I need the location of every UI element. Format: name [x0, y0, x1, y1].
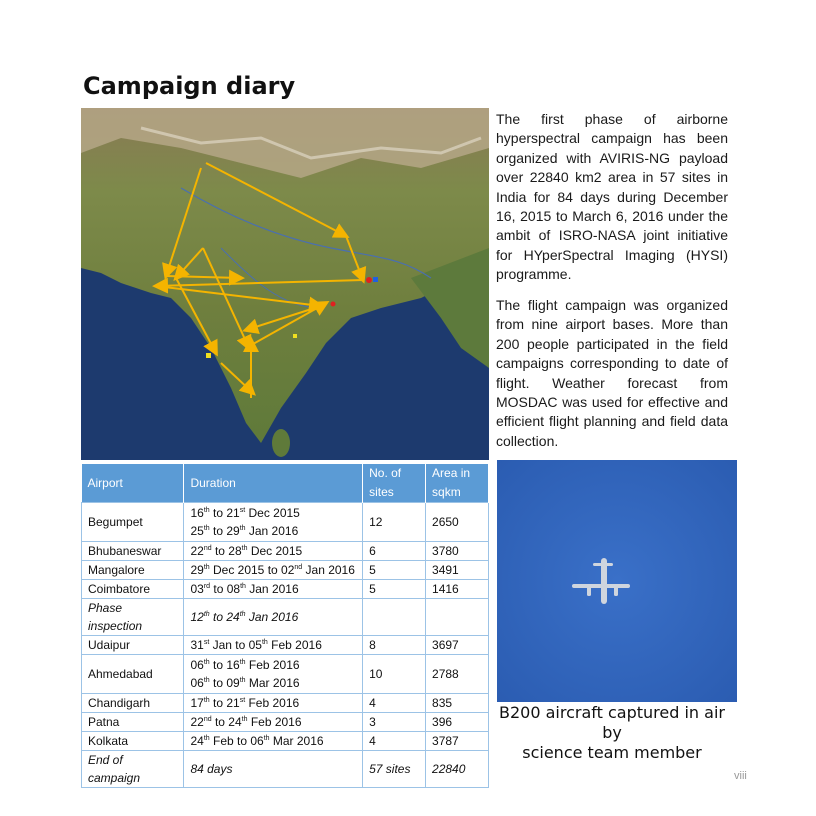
table-row	[82, 694, 489, 713]
cell-area: 2788	[426, 655, 489, 694]
caption-line-2: science team member	[522, 743, 702, 762]
cell-airport: Patna	[82, 713, 184, 732]
header-sites: No. of sites	[363, 464, 426, 503]
cell-airport: Kolkata	[82, 732, 184, 751]
cell-sites: 57 sites	[363, 751, 426, 788]
table-footer-row	[82, 751, 489, 788]
cell-duration: 03rd to 08th Jan 2016	[184, 580, 363, 599]
table-row	[82, 580, 489, 599]
table-row	[82, 561, 489, 580]
cell-area	[426, 599, 489, 636]
table-row	[82, 636, 489, 655]
cell-sites: 5	[363, 561, 426, 580]
header-duration: Duration	[184, 464, 363, 503]
cell-duration: 22nd to 24th Feb 2016	[184, 713, 363, 732]
page-title: Campaign diary	[83, 72, 296, 100]
cell-duration: 31st Jan to 05th Feb 2016	[184, 636, 363, 655]
header-area: Area in sqkm	[426, 464, 489, 503]
cell-duration: 06th to 16th Feb 2016 06th to 09th Mar 2016	[184, 655, 363, 694]
cell-duration: 17th to 21st Feb 2016	[184, 694, 363, 713]
cell-sites: 12	[363, 503, 426, 542]
cell-airport: Udaipur	[82, 636, 184, 655]
cell-duration: 84 days	[184, 751, 363, 788]
cell-duration: 16th to 21st Dec 2015 25th to 29th Jan 2016	[184, 503, 363, 542]
cell-area: 1416	[426, 580, 489, 599]
intro-paragraph: The first phase of airborne hyperspectral campaign has been organized with AVIRIS-NG payload over 22840 km2 area in 57 sites in India for 84 days during December 16, 2015 to March 6, 2016 under the ambit of ISRO-NASA joint initiative for HYperSpectral Imaging (HYSI) programme.	[496, 111, 728, 283]
cell-airport: Begumpet	[82, 503, 184, 542]
cell-airport: Phase inspection	[82, 599, 184, 636]
aircraft-photo	[497, 460, 737, 702]
cell-area: 3787	[426, 732, 489, 751]
flight-campaign-paragraph: The flight campaign was organized from nine airport bases. More than 200 people participated in the field campaigns corresponding to date of flight. Weather forecast from MOSDAC was used for effective and efficient flight planning and field data collection.	[496, 297, 728, 449]
cell-duration: 29th Dec 2015 to 02nd Jan 2016	[184, 561, 363, 580]
cell-airport: End of campaign	[82, 751, 184, 788]
cell-airport: Bhubaneswar	[82, 542, 184, 561]
cell-area: 3697	[426, 636, 489, 655]
cell-sites: 3	[363, 713, 426, 732]
cell-airport: Coimbatore	[82, 580, 184, 599]
table-row	[82, 732, 489, 751]
photo-caption	[490, 703, 734, 763]
cell-sites: 5	[363, 580, 426, 599]
cell-airport: Ahmedabad	[82, 655, 184, 694]
cell-area: 3491	[426, 561, 489, 580]
cell-airport: Mangalore	[82, 561, 184, 580]
table-row	[82, 713, 489, 732]
cell-sites: 4	[363, 694, 426, 713]
cell-area: 22840	[426, 751, 489, 788]
table-row	[82, 503, 489, 542]
cell-area: 2650	[426, 503, 489, 542]
cell-sites	[363, 599, 426, 636]
flight-route-map	[81, 108, 489, 460]
cell-airport: Chandigarh	[82, 694, 184, 713]
airport-campaign-table	[81, 464, 489, 788]
cell-duration: 24th Feb to 06th Mar 2016	[184, 732, 363, 751]
cell-area: 396	[426, 713, 489, 732]
table-row	[82, 655, 489, 694]
table-row	[82, 542, 489, 561]
cell-duration: 12th to 24th Jan 2016	[184, 599, 363, 636]
cell-sites: 4	[363, 732, 426, 751]
cell-sites: 10	[363, 655, 426, 694]
cell-sites: 6	[363, 542, 426, 561]
header-airport: Airport	[82, 464, 184, 503]
cell-sites: 8	[363, 636, 426, 655]
table-row-phase-inspection	[82, 599, 489, 636]
caption-line-1: B200 aircraft captured in air by	[499, 703, 725, 742]
cell-area: 3780	[426, 542, 489, 561]
cell-duration: 22nd to 28th Dec 2015	[184, 542, 363, 561]
page-number: viii	[734, 770, 747, 782]
table-header-row	[82, 464, 489, 503]
cell-area: 835	[426, 694, 489, 713]
